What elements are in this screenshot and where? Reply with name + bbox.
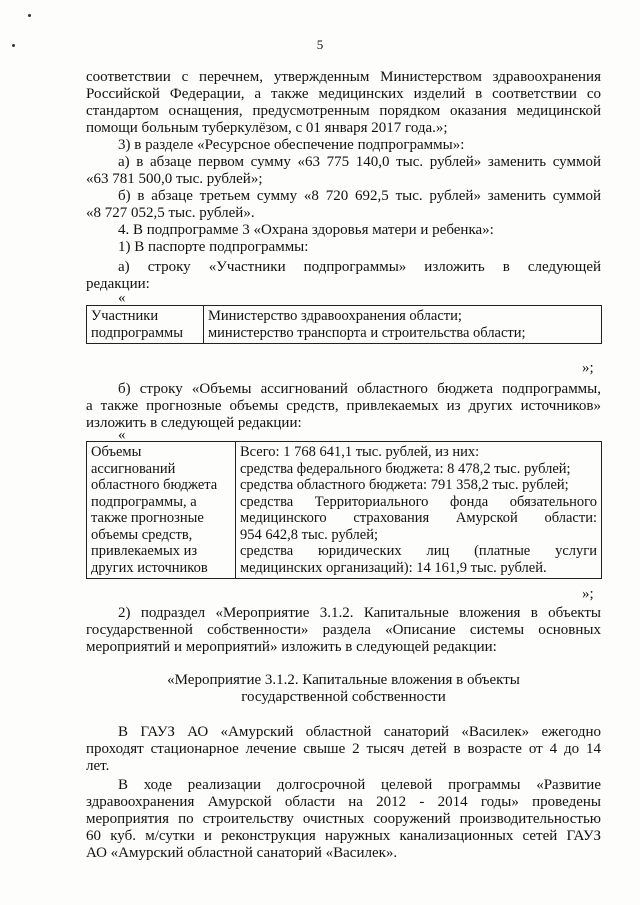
table-label-cell: Участники подпрограммы [87, 306, 204, 344]
budget-table [86, 441, 602, 579]
text-line: 60 куб. м/сутки и реконструкция наружных канализационных сетей ГАУЗ [86, 828, 601, 844]
text-line: редакции: [86, 276, 150, 292]
scan-speck [28, 14, 31, 17]
text-line: а также прогнозные объемы средств, привлекаемых из других источников» [86, 398, 601, 414]
text-line: «8 727 052,5 тыс. рублей». [86, 205, 255, 221]
quote-open: « [118, 290, 126, 306]
section-heading: государственной собственности [241, 689, 446, 705]
text-line: 2) подраздел «Мероприятие 3.1.2. Капитальные вложения в объекты [118, 605, 601, 621]
text-line: 1) В паспорте подпрограммы: [118, 239, 309, 255]
text-line: б) строку «Объемы ассигнований областного бюджета подпрограммы, [118, 381, 601, 397]
text-line: а) в абзаце первом сумму «63 775 140,0 тыс. рублей» заменить суммой [118, 154, 601, 170]
text-line: изложить в следующей редакции: [86, 415, 302, 431]
table-label-cell: Объемы ассигнований областного бюджета подпрограммы, а также прогнозные объемы средств, привлекаемых из других источников [87, 442, 236, 579]
table-value-cell: Министерство здравоохранения области; министерство транспорта и строительства области; [204, 306, 602, 344]
quote-close: »; [582, 360, 594, 376]
text-line: государственной собственности» раздела «Описание системы основных [86, 622, 601, 638]
quote-close: »; [582, 586, 594, 602]
text-line: «63 781 500,0 тыс. рублей»; [86, 171, 263, 187]
text-line: а) строку «Участники подпрограммы» изложить в следующей [118, 259, 601, 275]
text-line: 4. В подпрограмме 3 «Охрана здоровья матери и ребенка»: [118, 222, 494, 238]
page-number: 5 [316, 37, 324, 52]
text-line: здравоохранения Амурской области на 2012 - 2014 годы» проведены [86, 794, 601, 810]
text-line: Российской Федерации, а также медицинских изделий в соответствии со [86, 86, 601, 102]
text-line: лет. [86, 758, 110, 774]
quote-open: « [118, 427, 126, 443]
text-line: помощи больным туберкулёзом, с 01 января 2017 года.»; [86, 120, 448, 136]
text-line: б) в абзаце третьем сумму «8 720 692,5 тыс. рублей» заменить суммой [118, 188, 601, 204]
text-line: В ГАУЗ АО «Амурский областной санаторий «Василек» ежегодно [118, 724, 601, 740]
text-line: В ходе реализации долгосрочной целевой программы «Развитие [118, 777, 601, 793]
section-heading: «Мероприятие 3.1.2. Капитальные вложения в объекты [167, 672, 520, 688]
text-line: АО «Амурский областной санаторий «Василек». [86, 845, 398, 861]
text-line: проходят стационарное лечение свыше 2 тысяч детей в возрасте от 4 до 14 [86, 741, 601, 757]
text-line: стандартом оснащения, предусмотренным порядком оказания медицинской [86, 103, 601, 119]
table-value-cell: Всего: 1 768 641,1 тыс. рублей, из них: средства федерального бюджета: 8 478,2 тыс. рублей; средства областного бюджета: 791 358,2 тыс. рублей; средства Территориального фонда обязательного медицинского страхования Амурской области: 954 642,8 тыс. рублей; средства юридических лиц (платные услуги медицинских организаций): 14 161,9 тыс. рублей. [236, 442, 602, 579]
text-line: мероприятий и мероприятий» изложить в следующей редакции: [86, 639, 497, 655]
participants-table [86, 305, 602, 344]
text-line: 3) в разделе «Ресурсное обеспечение подпрограммы»: [118, 137, 465, 153]
text-line: соответствии с перечнем, утвержденным Министерством здравоохранения [86, 69, 601, 85]
text-line: мероприятия по строительству очистных сооружений производительностью [86, 811, 601, 827]
